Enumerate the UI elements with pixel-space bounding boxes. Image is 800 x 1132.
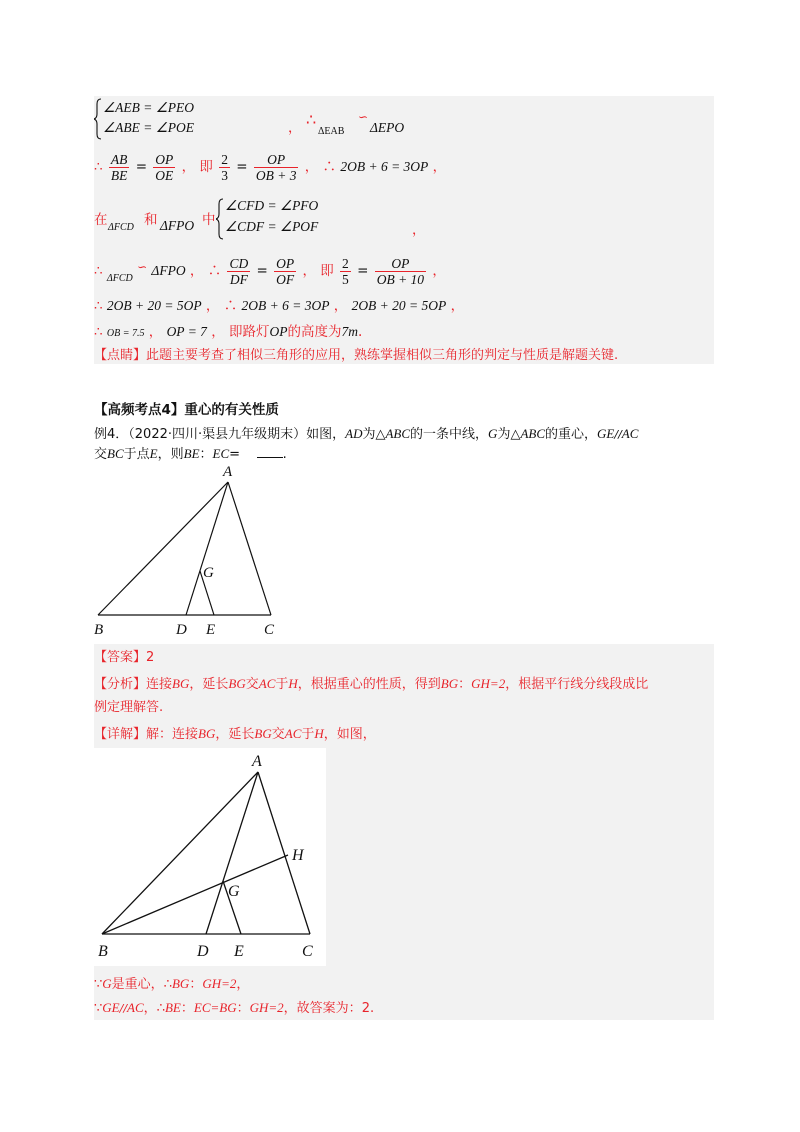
segment-ac: AC	[258, 676, 276, 691]
analysis-tag: 【分析】	[94, 677, 147, 692]
final-line-1	[94, 974, 249, 995]
comma: ，	[143, 1001, 157, 1016]
sep: ，	[148, 324, 163, 340]
therefore-symbol: ∴	[322, 159, 337, 175]
therefore-symbol: ∴	[94, 298, 103, 314]
segment-be: BE	[164, 1000, 181, 1015]
denominator: OE	[155, 168, 174, 183]
fraction-op-ob3	[254, 152, 299, 183]
figure-triangle-2	[94, 748, 326, 966]
numerator: OP	[375, 256, 426, 272]
answer-blank	[257, 457, 283, 458]
similar-symbol: ∽	[358, 110, 369, 124]
colon: ：	[189, 977, 203, 992]
example-line-1	[94, 424, 638, 445]
segment-ac: AC	[127, 1000, 144, 1015]
point-h: H	[288, 676, 298, 691]
answer-line	[94, 648, 154, 668]
ji-word: 即	[320, 263, 334, 279]
label-g: G	[228, 883, 240, 900]
text: ，则	[157, 447, 184, 462]
denominator: BE	[110, 168, 128, 183]
numerator: 2	[221, 152, 228, 167]
equation-4: 2OB + 20 = 5OP	[351, 298, 447, 313]
final-answer: 2	[361, 1001, 370, 1016]
text: 交	[94, 447, 108, 462]
section-heading: 【高频考点4】重心的有关性质	[94, 402, 279, 418]
analysis-line-2: 例定理解答.	[94, 700, 164, 715]
figure-triangle-1	[90, 460, 310, 640]
segment-bc: BC	[107, 446, 124, 461]
segment-ge: GE	[597, 426, 615, 441]
period: .	[369, 1001, 375, 1016]
segment-ad	[186, 482, 228, 615]
parallel-symbol: //	[614, 428, 622, 441]
because-symbol: ∵	[94, 977, 103, 992]
therefore-symbol: ∴	[306, 110, 317, 129]
label-c: C	[302, 943, 313, 960]
text: 交	[245, 677, 259, 692]
colon: ：	[236, 1001, 250, 1016]
text: 交	[271, 727, 285, 742]
op-value: OP = 7	[166, 324, 207, 339]
denominator: OB + 10	[376, 272, 425, 287]
sep: ，	[302, 263, 316, 279]
conclusion-op: OP	[269, 324, 288, 339]
label-e: E	[206, 622, 216, 638]
angle-eq-abe: ∠ABE = ∠POE	[103, 120, 195, 135]
text: ，根据平行线分线段成比	[505, 677, 649, 692]
numerator: CD	[229, 256, 249, 271]
segment-ac: AC	[621, 426, 639, 441]
segment-ad	[206, 772, 258, 934]
text: 解：连接	[146, 727, 199, 742]
label-e: E	[234, 943, 244, 960]
denominator: OF	[276, 272, 295, 287]
conclusion-pre: 即路灯	[229, 324, 270, 340]
sep: ，	[211, 324, 225, 340]
numerator: OP	[254, 152, 299, 168]
segment-bg: BG	[254, 726, 272, 741]
equation-3: 2OB + 6 = 3OP	[241, 298, 330, 313]
point-g: G	[102, 976, 112, 991]
label-c: C	[264, 622, 275, 638]
numerator: 2	[342, 256, 349, 271]
fraction-op-of	[274, 256, 296, 287]
text: ，如图，	[323, 727, 376, 742]
text: 于	[275, 677, 289, 692]
segment-bh	[102, 855, 288, 934]
therefore-symbol: ∴	[207, 263, 222, 279]
therefore-symbol: ∴	[156, 1001, 165, 1016]
text: ，延长	[215, 727, 255, 742]
segment-ac: AC	[284, 726, 302, 741]
sep: ，	[432, 159, 447, 175]
because-symbol: ∵	[94, 1001, 103, 1016]
solution-line-2: ∴ $\frac{AB}{BE}$ = $\frac{OP}{OE}$ ， 即 $\frac{2}{3}$ = $\frac{OP}{OB + 3}$ ， ∴ 2OB + 6 = 3OP ，	[94, 152, 447, 183]
final-line-2	[94, 998, 374, 1019]
angle-eq-cfd: ∠CFD = ∠PFO	[225, 198, 319, 213]
therefore-symbol: ∴	[223, 298, 238, 314]
equals: =	[229, 447, 241, 462]
equation-2: 2OB + 20 = 5OP	[106, 298, 202, 313]
tri-fpo: ΔFPO	[151, 263, 186, 278]
segment-bg: BG	[198, 726, 216, 741]
text: ，延长	[189, 677, 229, 692]
text: 的一条中线，	[410, 427, 489, 442]
segment-be: BE	[183, 446, 200, 461]
label-a: A	[223, 464, 233, 480]
solution-line-6	[94, 322, 362, 344]
sep: ，	[304, 159, 319, 175]
denominator: 3	[221, 168, 228, 183]
ob-value: OB = 7.5	[106, 328, 145, 339]
colon: ：	[458, 677, 472, 692]
similar-symbol: ∽	[137, 260, 148, 274]
gh-value: GH=2	[202, 976, 237, 991]
solution-line-5	[94, 296, 464, 316]
conclusion-end: .	[358, 324, 363, 340]
answer-value: 2	[146, 650, 155, 665]
zhong-word: 中	[202, 212, 216, 228]
comma: ，	[236, 977, 250, 992]
text: 于	[301, 727, 315, 742]
segment-ac	[228, 482, 271, 615]
tri-eab: ΔEAB	[318, 126, 345, 137]
detail-tag: 【详解】	[94, 727, 147, 742]
ji-word: 即	[199, 159, 213, 175]
colon: ：	[180, 1001, 194, 1016]
text: 为△	[362, 427, 386, 442]
sep: ，	[288, 120, 302, 136]
tri-fcd: ΔFCD	[108, 222, 134, 233]
sep: ，	[189, 263, 204, 279]
segment-ab	[98, 482, 228, 615]
angle-eq-cdf: ∠CDF = ∠POF	[225, 219, 319, 234]
label-g: G	[203, 565, 214, 581]
fraction-2-5	[340, 256, 351, 287]
segment-bg: BG	[172, 676, 190, 691]
therefore-symbol: ∴	[94, 159, 103, 175]
numerator: OP	[155, 152, 174, 167]
fraction-cd-df	[227, 256, 250, 287]
tri-abc: ABC	[385, 426, 411, 441]
numerator: OP	[276, 256, 295, 271]
parallel-symbol: //	[119, 1002, 128, 1015]
tri-fcd: ΔFCD	[106, 273, 133, 284]
gh-value: GH=2	[471, 676, 506, 691]
comment-tag: 【点睛】	[94, 348, 147, 363]
text: 的重心，	[545, 427, 598, 442]
label-b: B	[98, 943, 108, 960]
point-g: G	[488, 426, 498, 441]
therefore-symbol: ∴	[94, 324, 103, 340]
he-word: 和	[144, 212, 158, 228]
colon: ：	[199, 447, 213, 462]
fraction-op-ob10	[375, 256, 426, 287]
sep: ，	[205, 298, 220, 314]
segment-bg: BG	[171, 976, 190, 991]
therefore-symbol: ∴	[163, 977, 172, 992]
answer-tag: 【答案】	[94, 650, 147, 665]
segment-ab	[102, 772, 258, 934]
label-a: A	[252, 753, 262, 770]
detail-line	[94, 724, 376, 745]
solution-line-3	[94, 198, 424, 242]
text: ，根据重心的性质，得到	[297, 677, 441, 692]
label-b: B	[94, 622, 104, 638]
text: 为△	[497, 427, 521, 442]
equation-1: 2OB + 6 = 3OP	[340, 159, 429, 174]
fraction-ab-be	[109, 152, 130, 183]
tri-abc: ABC	[520, 426, 545, 441]
sep: ，	[333, 298, 348, 314]
left-brace-icon	[94, 98, 102, 140]
conclusion-value: 7m	[341, 324, 359, 339]
text: ，故答案为：	[283, 1001, 362, 1016]
denominator: OB + 3	[255, 168, 297, 183]
fraction-2-3	[219, 152, 230, 183]
numerator: AB	[110, 152, 128, 167]
sep: ，	[450, 298, 465, 314]
point-e: E	[149, 446, 158, 461]
comment-line	[94, 346, 618, 366]
comment-text: 此题主要考查了相似三角形的应用，熟练掌握相似三角形的判定与性质是解题关键.	[146, 348, 619, 363]
text: 是重心，	[111, 977, 164, 992]
solution-line-4: ∴ $_{\Delta FCD}$ ∽ ΔFPO ， ∴ $\frac{CD}{DF}$ = $\frac{OP}{OF}$ ， 即 $\frac{2}{5}$ = $\frac{OP}{OB + 10}$ ，	[94, 256, 446, 287]
tri-fpo: ΔFPO	[160, 218, 195, 233]
zai-word: 在	[94, 212, 108, 228]
text: 于点	[123, 447, 150, 462]
sep: ，	[432, 263, 446, 279]
sep: ，	[412, 222, 426, 238]
sep: ，	[181, 159, 196, 175]
point-h: H	[314, 726, 324, 741]
analysis-line-1	[94, 674, 648, 695]
denominator: DF	[229, 272, 248, 287]
segment-ad: AD	[345, 426, 363, 441]
angle-eq-aeb: ∠AEB = ∠PEO	[103, 100, 195, 115]
segment-ec: EC	[212, 446, 230, 461]
example-intro: 例4．（2022·四川·渠县九年级期末）如图，	[94, 427, 346, 442]
therefore-symbol: ∴	[94, 263, 103, 279]
left-brace-icon	[216, 198, 224, 240]
period: .	[282, 447, 287, 462]
label-h: H	[292, 847, 304, 864]
ec-eq-bg: EC=BG	[193, 1000, 237, 1015]
denominator: 5	[342, 272, 349, 287]
label-d: D	[176, 622, 187, 638]
segment-bg: BG	[228, 676, 246, 691]
conclusion-mid: 的高度为	[287, 324, 342, 340]
tri-epo: ΔEPO	[370, 120, 405, 135]
gh-value: GH=2	[249, 1000, 284, 1015]
segment-ge: GE	[102, 1000, 120, 1015]
fraction-op-oe	[153, 152, 175, 183]
segment-bg: BG	[440, 676, 459, 691]
label-d: D	[197, 943, 209, 960]
text: 连接	[146, 677, 173, 692]
